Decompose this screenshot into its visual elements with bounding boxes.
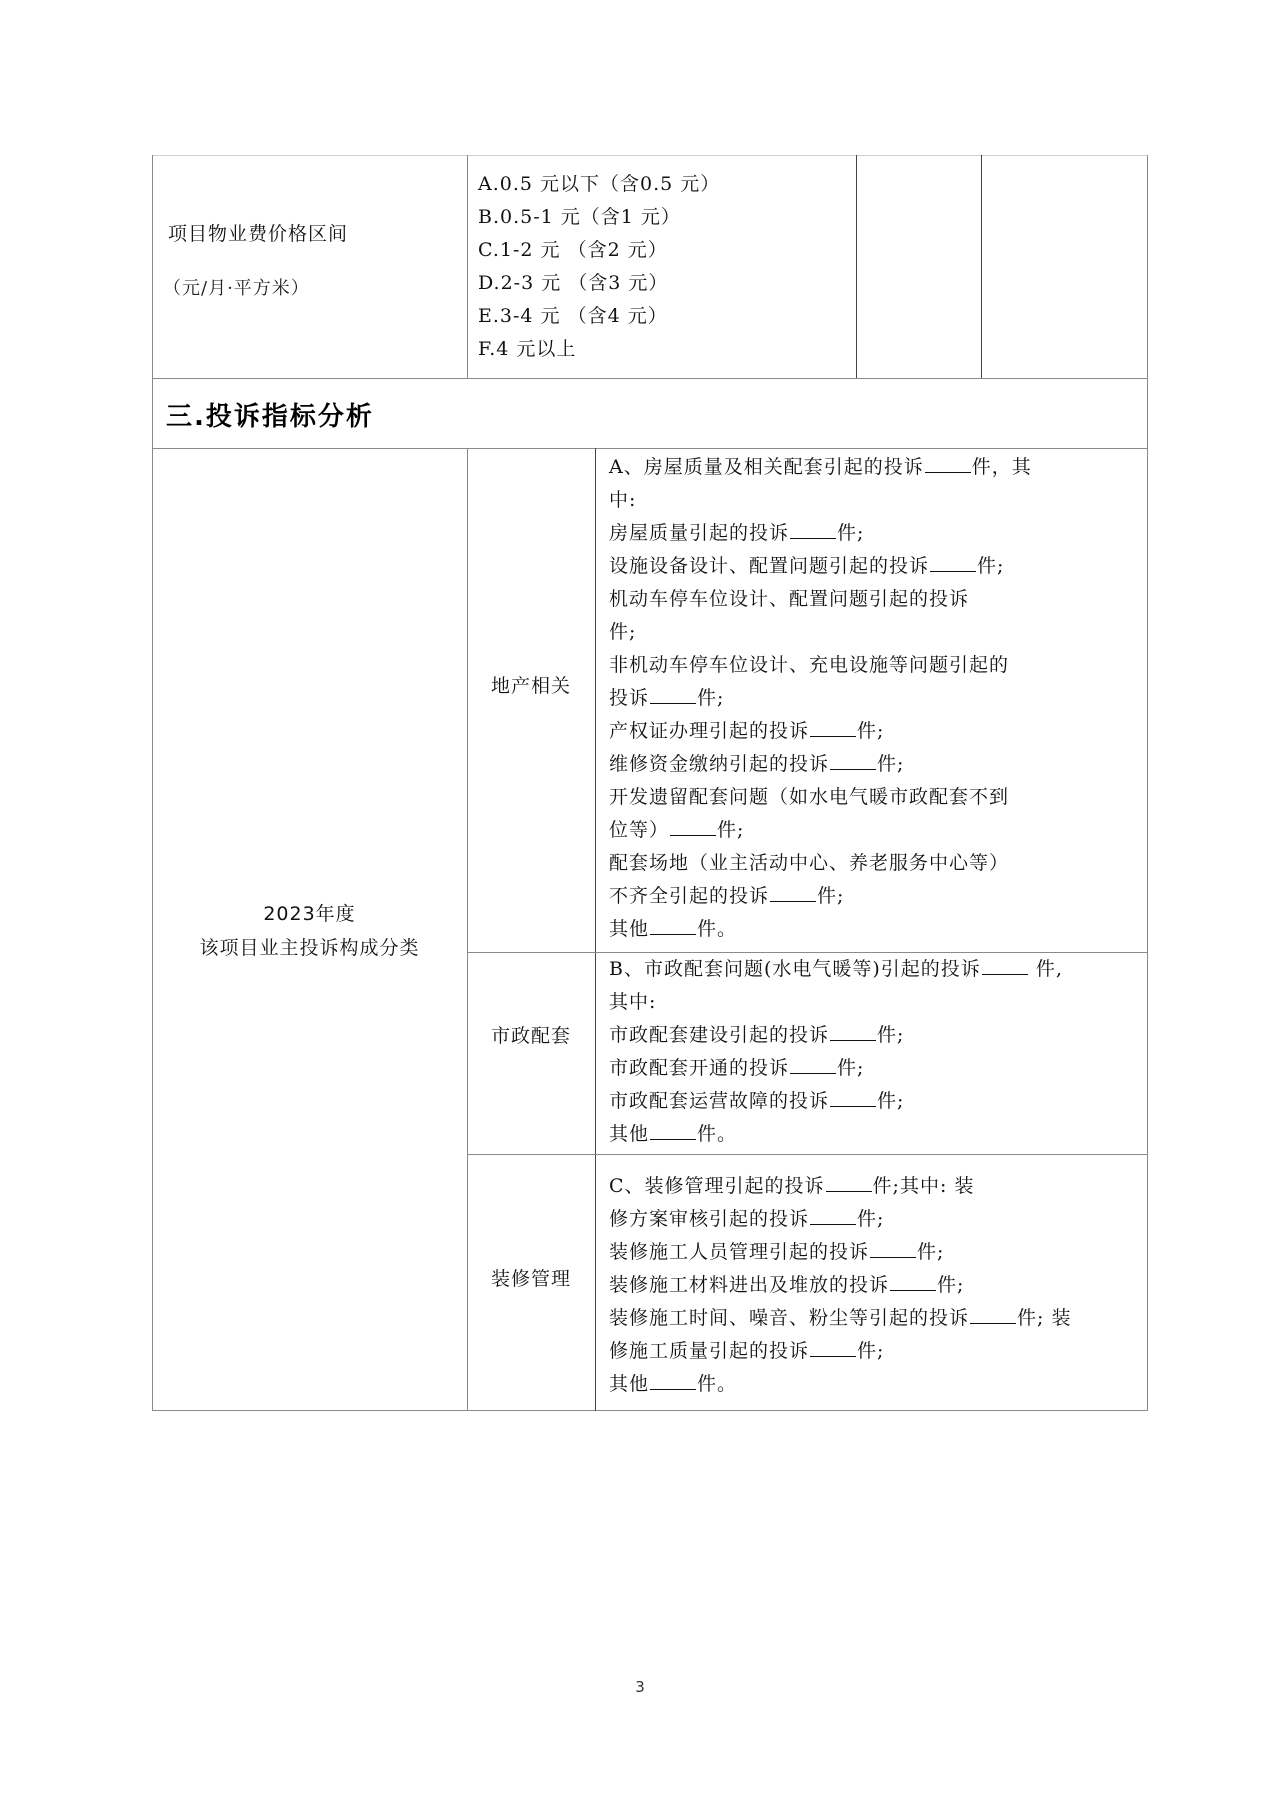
complaint-line-text: 件;其中: 装 <box>872 1175 975 1197</box>
complaint-line-text: B、市政配套问题(水电气暖等)引起的投诉 <box>609 958 981 980</box>
price-row-bottom <box>152 378 1148 379</box>
complaint-line-text: 机动车停车位设计、配置问题引起的投诉 <box>609 588 970 610</box>
complaint-line-text: 件; <box>837 522 865 544</box>
complaint-line-text: 非机动车停车位设计、充电设施等问题引起的 <box>609 654 1010 676</box>
complaint-line-text: 件, <box>1028 958 1063 980</box>
complaint-line-text: 开发遗留配套问题（如水电气暖市政配套不到 <box>609 786 1010 808</box>
page-number: 3 <box>635 1678 645 1696</box>
complaint-line <box>609 451 1139 484</box>
complaint-line <box>609 1335 1139 1368</box>
complaint-line-text: 件; <box>977 555 1005 577</box>
complaint-line-text: 件; <box>697 687 725 709</box>
price-col4-input[interactable] <box>983 160 1145 376</box>
price-col-divider-2 <box>856 155 857 378</box>
complaint-line-text: 装修施工时间、噪音、粉尘等引起的投诉 <box>609 1307 970 1329</box>
complaint-line <box>609 1302 1139 1335</box>
price-col-divider-1 <box>467 155 468 378</box>
complaint-line <box>609 880 1139 913</box>
complaint-line-text: 件。 <box>697 918 738 940</box>
category-b-body <box>609 953 1139 1151</box>
complaint-line <box>609 1368 1139 1401</box>
table-top-border <box>152 155 1148 156</box>
complaint-line <box>609 913 1139 946</box>
complaint-line-text: 不齐全引起的投诉 <box>609 885 770 907</box>
count-blank-field[interactable] <box>870 1238 916 1258</box>
price-option-e: E.3-4 元 （含4 元） <box>478 305 668 327</box>
section-title: 三.投诉指标分析 <box>166 402 374 432</box>
complaint-line-text: 装修施工人员管理引起的投诉 <box>609 1241 870 1263</box>
price-col-divider-3 <box>981 155 982 378</box>
price-option-f: F.4 元以上 <box>478 338 577 360</box>
complaint-line-text: 件; <box>609 621 637 643</box>
complaint-line <box>609 1052 1139 1085</box>
price-col3-input[interactable] <box>858 160 979 376</box>
price-option-d: D.2-3 元 （含3 元） <box>478 272 669 294</box>
count-blank-field[interactable] <box>830 1021 876 1041</box>
complaint-line <box>609 1118 1139 1151</box>
complaint-line-text: 产权证办理引起的投诉 <box>609 720 810 742</box>
complaint-line-text: 件; <box>877 1090 905 1112</box>
price-option-b: B.0.5-1 元（含1 元） <box>478 206 681 228</box>
complaint-line-text: 件，其 <box>971 456 1032 478</box>
complaint-year-label: 2023年度 <box>263 903 356 925</box>
category-c-body <box>609 1170 1139 1401</box>
complaint-line-text: 件; <box>917 1241 945 1263</box>
complaint-line <box>609 781 1139 814</box>
complaint-line-text: 投诉 <box>609 687 650 709</box>
complaint-line-text: 件。 <box>697 1373 738 1395</box>
category-c-name: 装修管理 <box>490 1268 571 1290</box>
complaint-line <box>609 583 1139 616</box>
section-row-bottom <box>152 448 1148 449</box>
complaint-line-text: 件; <box>937 1274 965 1296</box>
count-blank-field[interactable] <box>890 1271 936 1291</box>
price-option-c: C.1-2 元 （含2 元） <box>478 239 668 261</box>
complaint-line <box>609 484 1139 517</box>
complaint-line <box>609 1085 1139 1118</box>
complaint-line-text: 中: <box>609 489 637 511</box>
complaint-line <box>609 1203 1139 1236</box>
complaint-line <box>609 847 1139 880</box>
complaint-line <box>609 953 1139 986</box>
table-right-border <box>1147 155 1148 1411</box>
table-left-border <box>152 155 153 1411</box>
complaint-line-text: C、装修管理引起的投诉 <box>609 1175 825 1197</box>
count-blank-field[interactable] <box>650 684 696 704</box>
complaint-line-text: 设施设备设计、配置问题引起的投诉 <box>609 555 930 577</box>
count-blank-field[interactable] <box>925 453 971 473</box>
table-bottom-border <box>152 1410 1148 1411</box>
complaint-line-text: 市政配套建设引起的投诉 <box>609 1024 830 1046</box>
complaint-line-text: 件; <box>837 1057 865 1079</box>
complaint-line-text: 件; <box>877 753 905 775</box>
count-blank-field[interactable] <box>810 717 856 737</box>
count-blank-field[interactable] <box>982 955 1028 975</box>
complaint-line-text: 件; <box>857 1208 885 1230</box>
price-option-list <box>478 168 720 366</box>
complaint-line <box>609 1170 1139 1203</box>
complaint-line <box>609 649 1139 682</box>
price-range-label: 项目物业费价格区间 <box>168 223 349 245</box>
complaint-line-text: 其中: <box>609 991 657 1013</box>
count-blank-field[interactable] <box>970 1304 1016 1324</box>
count-blank-field[interactable] <box>650 1370 696 1390</box>
complaint-line-text: 其他 <box>609 1373 650 1395</box>
complaint-line-text: 房屋质量引起的投诉 <box>609 522 790 544</box>
complaint-line <box>609 1019 1139 1052</box>
complaint-line <box>609 748 1139 781</box>
complaint-line <box>609 986 1139 1019</box>
count-blank-field[interactable] <box>670 816 716 836</box>
complaint-line-text: 装修施工材料进出及堆放的投诉 <box>609 1274 890 1296</box>
count-blank-field[interactable] <box>810 1337 856 1357</box>
count-blank-field[interactable] <box>650 915 696 935</box>
category-a-body <box>609 451 1139 946</box>
complaint-line-text: 件。 <box>697 1123 738 1145</box>
complaint-line-text: 件; <box>877 1024 905 1046</box>
complaint-line-text: 其他 <box>609 1123 650 1145</box>
complaint-line-text: 配套场地（业主活动中心、养老服务中心等） <box>609 852 1010 874</box>
complaint-line <box>609 715 1139 748</box>
complaint-line <box>609 517 1139 550</box>
complaint-line-text: 修方案审核引起的投诉 <box>609 1208 810 1230</box>
category-a-name: 地产相关 <box>490 675 571 697</box>
complaint-line <box>609 1269 1139 1302</box>
count-blank-field[interactable] <box>790 519 836 539</box>
complaint-line-text: 件; <box>857 720 885 742</box>
count-blank-field[interactable] <box>790 1054 836 1074</box>
complaint-line-text: 件; <box>857 1340 885 1362</box>
count-blank-field[interactable] <box>826 1172 872 1192</box>
category-b-name: 市政配套 <box>490 1025 571 1047</box>
count-blank-field[interactable] <box>810 1205 856 1225</box>
complaint-line-text: 位等） <box>609 819 670 841</box>
count-blank-field[interactable] <box>830 750 876 770</box>
complaint-line-text: A、房屋质量及相关配套引起的投诉 <box>609 456 924 478</box>
complaint-line-text: 件; <box>717 819 745 841</box>
complaint-line <box>609 550 1139 583</box>
price-option-a: A.0.5 元以下（含0.5 元） <box>478 173 721 195</box>
complaint-category-label: 该项目业主投诉构成分类 <box>199 937 420 959</box>
count-blank-field[interactable] <box>930 552 976 572</box>
count-blank-field[interactable] <box>830 1087 876 1107</box>
complaint-line-text: 其他 <box>609 918 650 940</box>
count-blank-field[interactable] <box>650 1120 696 1140</box>
count-blank-field[interactable] <box>770 882 816 902</box>
complaint-col-divider-2 <box>595 448 596 1411</box>
complaint-line-text: 维修资金缴纳引起的投诉 <box>609 753 830 775</box>
complaint-line-text: 件; <box>817 885 845 907</box>
complaint-line <box>609 814 1139 847</box>
category-b-bottom <box>467 1154 1148 1155</box>
price-range-unit: （元/月·平方米） <box>163 278 310 299</box>
complaint-line-text: 市政配套运营故障的投诉 <box>609 1090 830 1112</box>
complaint-line-text: 件; 装 <box>1017 1307 1072 1329</box>
complaint-line-text: 市政配套开通的投诉 <box>609 1057 790 1079</box>
complaint-line-text: 修施工质量引起的投诉 <box>609 1340 810 1362</box>
complaint-line <box>609 1236 1139 1269</box>
complaint-line <box>609 616 1139 649</box>
complaint-line <box>609 682 1139 715</box>
